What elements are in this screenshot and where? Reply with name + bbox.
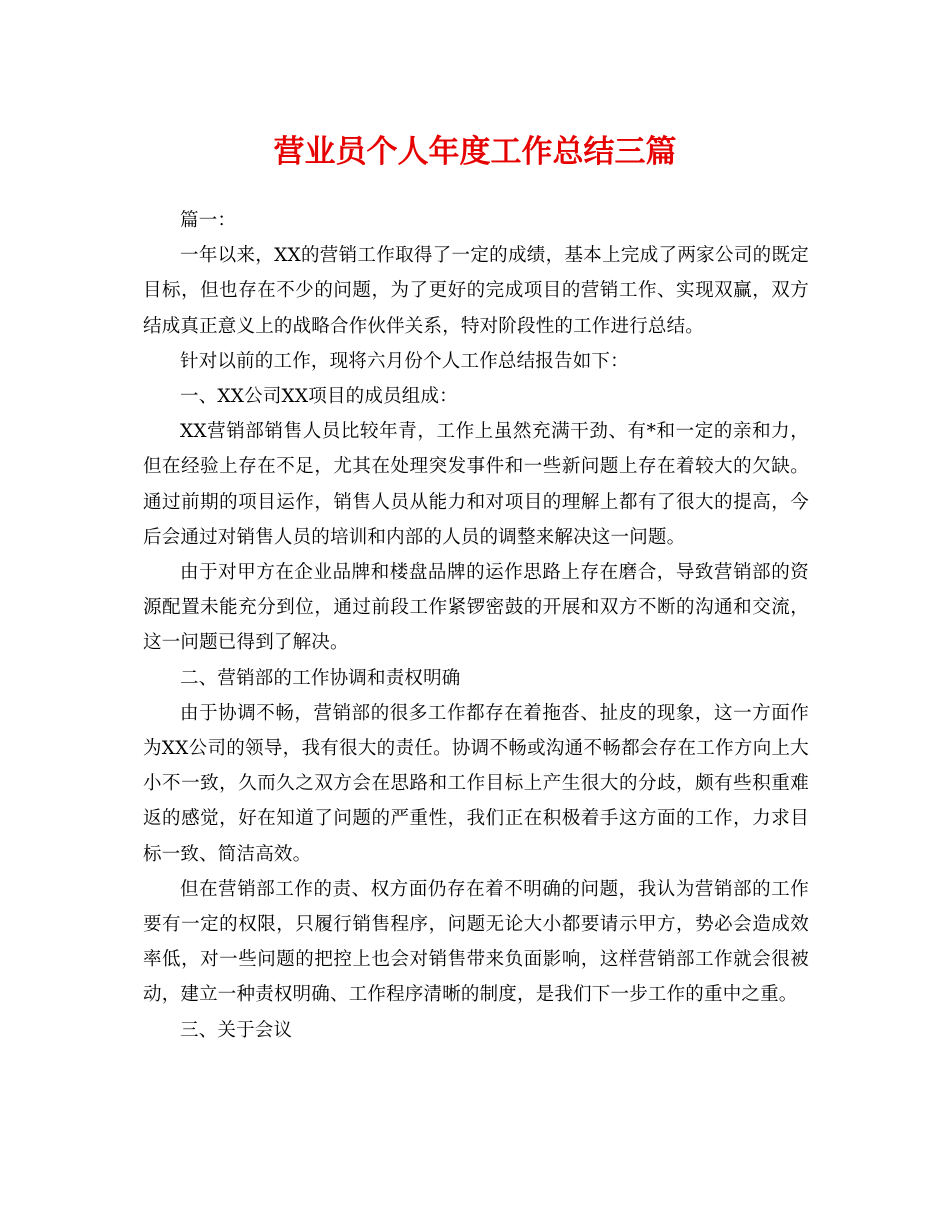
document-title: 营业员个人年度工作总结三篇 [273,134,677,170]
section-label-part-one: 篇一： [180,210,237,231]
paragraph-coordination: 由于协调不畅，营销部的很多工作都存在着拖沓、扯皮的现象，这一方面作为XX公司的领导，我有很大的责任。协调不畅或沟通不畅都会存在工作方向上大小不一致，久而久之双方会在思路和工作目标上产生很大的分歧，颇有些积重难返的感觉，好在知道了问题的严重性，我们正在积极着手这方面的工作，力求目标一致、简洁高效。 [143,702,809,865]
heading-section-two: 二、营销部的工作协调和责权明确 [180,667,461,689]
heading-section-one: 一、XX公司XX项目的成员组成： [180,386,458,408]
paragraph-staff: XX营销部销售人员比较年青，工作上虽然充满干劲、有*和一定的亲和力，但在经验上存在不足，尤其在处理突发事件和一些新问题上存在着较大的欠缺。通过前期的项目运作，销售人员从能力和对项目的理解上都有了很大的提高，今后会通过对销售人员的培训和内部的人员的调整来解决这一问题。 [143,421,809,548]
paragraph-resources: 由于对甲方在企业品牌和楼盘品牌的运作思路上存在磨合，导致营销部的资源配置未能充分到位，通过前段工作紧锣密鼓的开展和双方不断的沟通和交流，这一问题已得到了解决。 [143,562,809,654]
paragraph-report-lead: 针对以前的工作，现将六月份个人工作总结报告如下： [180,350,629,372]
paragraph-intro: 一年以来，XX的营销工作取得了一定的成绩，基本上完成了两家公司的既定目标，但也存在不少的问题，为了更好的完成项目的营销工作、实现双赢，双方结成真正意义上的战略合作伙伴关系，特对阶段性的工作进行总结。 [143,245,809,337]
document-body [143,203,809,1048]
paragraph-authority: 但在营销部工作的责、权方面仍存在着不明确的问题，我认为营销部的工作要有一定的权限，只履行销售程序，问题无论大小都要请示甲方，势必会造成效率低，对一些问题的把控上也会对销售带来负面影响，这样营销部工作就会很被动，建立一种责权明确、工作程序清晰的制度，是我们下一步工作的重中之重。 [143,878,809,1006]
heading-section-three: 三、关于会议 [180,1019,293,1041]
